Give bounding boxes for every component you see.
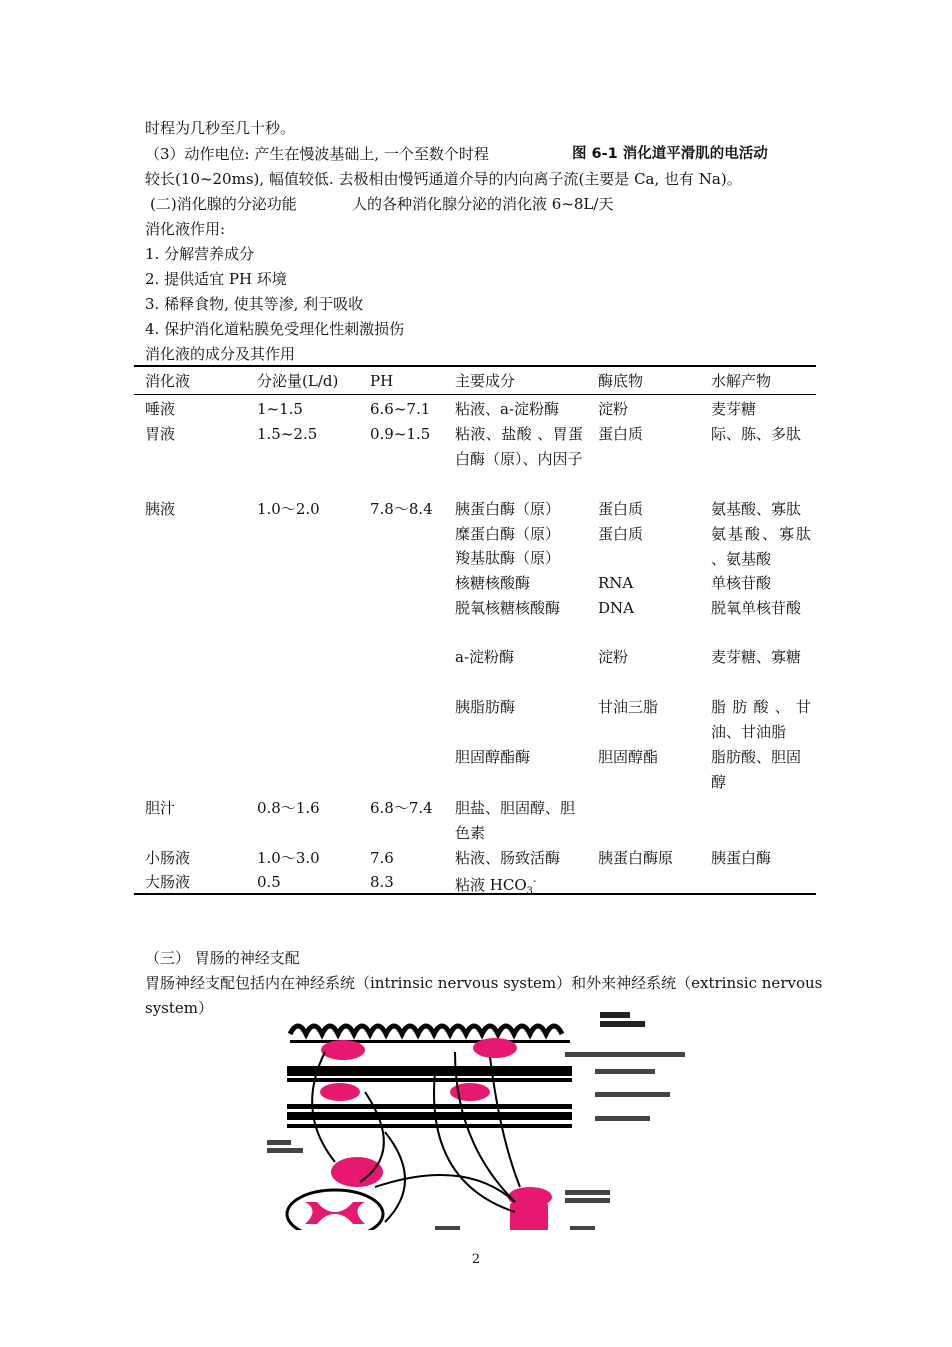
figure-caption: 图 6-1 消化道平滑肌的电活动 bbox=[572, 146, 768, 162]
table-cell: 脱氧核糖核酸酶 bbox=[455, 599, 561, 617]
table-cell: 胆盐、胆固醇、胆色素 bbox=[455, 799, 576, 842]
table-cell: 粘液、a-淀粉酶 bbox=[455, 400, 560, 418]
table-header-cell: 主要成分 bbox=[455, 372, 516, 390]
table-cell: 核糖核酸酶 bbox=[455, 574, 531, 592]
table-cell: 1~1.5 bbox=[257, 400, 303, 418]
table-cell: 脂肪酸、胆固醇 bbox=[711, 748, 802, 791]
table-cell: 6.6~7.1 bbox=[370, 400, 431, 418]
table-cell: a-淀粉酶 bbox=[455, 648, 515, 666]
table-cell: 6.8～7.4 bbox=[370, 799, 433, 817]
table-cell: 胃液 bbox=[145, 425, 176, 443]
table-cell: 胰脂肪酶 bbox=[455, 698, 516, 716]
table-header-cell: PH bbox=[370, 372, 394, 390]
table-cell: 蛋白质 bbox=[598, 425, 644, 443]
table-cell: 甘油三脂 bbox=[598, 698, 659, 716]
table-cell bbox=[455, 870, 585, 905]
table-cell: 淀粉 bbox=[598, 400, 629, 418]
table-cell: 粘液、盐酸 、胃蛋白酶（原）、内因子 bbox=[455, 425, 583, 468]
table-cell: 粘液、肠致活酶 bbox=[455, 849, 561, 867]
paragraph: 消化液作用: bbox=[145, 220, 226, 238]
paragraph: system） bbox=[145, 999, 213, 1017]
table-cell: 胆固醇酯 bbox=[598, 748, 659, 766]
table-cell: 1.0～2.0 bbox=[257, 500, 320, 518]
table-header-cell: 消化液 bbox=[145, 372, 191, 390]
table-cell: 小肠液 bbox=[145, 849, 191, 867]
superscript: - bbox=[533, 876, 537, 887]
list-item: 4. 保护消化道粘膜免受理化性刺激损伤 bbox=[145, 320, 405, 338]
table-cell: 胰蛋白酶原 bbox=[598, 849, 674, 867]
list-item: 3. 稀释食物, 使其等渗, 利于吸收 bbox=[145, 295, 364, 313]
table-cell: 脂肪酸、甘油、甘油脂 bbox=[711, 698, 811, 741]
table-cell: 胰蛋白酶（原） bbox=[455, 500, 561, 518]
enteric-nervous-system-diagram bbox=[265, 1012, 705, 1230]
table-cell: 8.3 bbox=[370, 873, 394, 891]
table-cell: 1.0～3.0 bbox=[257, 849, 320, 867]
table-cell: 大肠液 bbox=[145, 873, 191, 891]
table-header-rule bbox=[134, 394, 816, 395]
section-heading: (二)消化腺的分泌功能 bbox=[150, 195, 297, 213]
paragraph: 人的各种消化腺分泌的消化液 6~8L/天 bbox=[352, 195, 614, 213]
table-cell: 胰蛋白酶 bbox=[711, 849, 772, 867]
paragraph: 时程为几秒至几十秒。 bbox=[145, 119, 296, 137]
subscript: 3 bbox=[526, 886, 533, 897]
table-cell: 唾液 bbox=[145, 400, 176, 418]
table-cell: 际、胨、多肽 bbox=[711, 425, 802, 443]
table-top-rule bbox=[134, 365, 816, 367]
list-item: 2. 提供适宜 PH 环境 bbox=[145, 270, 287, 288]
table-cell: 氨基酸、寡肽 、氨基酸 bbox=[711, 525, 811, 568]
table-header-cell: 水解产物 bbox=[711, 372, 772, 390]
page-number: 2 bbox=[471, 1252, 481, 1267]
table-cell: 胆固醇酯酶 bbox=[455, 748, 531, 766]
table-cell: 麦芽糖 bbox=[711, 400, 757, 418]
table-cell: 羧基肽酶（原） bbox=[455, 549, 561, 567]
table-header-cell: 酶底物 bbox=[598, 372, 644, 390]
table-cell: 单核苷酸 bbox=[711, 574, 772, 592]
table-cell: 脱氧单核苷酸 bbox=[711, 599, 802, 617]
table-cell: 0.8～1.6 bbox=[257, 799, 320, 817]
list-item: 1. 分解营养成分 bbox=[145, 245, 255, 263]
table-header-cell: 分泌量(L/d) bbox=[257, 372, 339, 390]
table-cell: 胰液 bbox=[145, 500, 176, 518]
table-cell: 7.6 bbox=[370, 849, 394, 867]
table-cell: 蛋白质 bbox=[598, 500, 644, 518]
table-cell: 麦芽糖、寡糖 bbox=[711, 648, 802, 666]
table-cell: 胆汁 bbox=[145, 799, 176, 817]
table-cell: 氨基酸、寡肽 bbox=[711, 500, 802, 518]
table-title: 消化液的成分及其作用 bbox=[145, 345, 296, 363]
table-cell: 糜蛋白酶（原） bbox=[455, 525, 561, 543]
component-text: 粘液 HCO bbox=[455, 876, 527, 894]
table-cell: DNA bbox=[598, 599, 634, 617]
table-cell: 1.5~2.5 bbox=[257, 425, 318, 443]
paragraph: （3）动作电位: 产生在慢波基础上, 一个至数个时程 bbox=[145, 145, 489, 163]
table-cell: 0.9~1.5 bbox=[370, 425, 431, 443]
paragraph: 较长(10~20ms), 幅值较低. 去极相由慢钙通道介导的内向离子流(主要是 Ca, 也有 Na)。 bbox=[145, 170, 742, 188]
paragraph: 胃肠神经支配包括内在神经系统（intrinsic nervous system）和外来神经系统（extrinsic nervous bbox=[145, 974, 823, 992]
table-cell: 淀粉 bbox=[598, 648, 629, 666]
table-cell: 0.5 bbox=[257, 873, 281, 891]
table-cell: RNA bbox=[598, 574, 634, 592]
table-cell: 蛋白质 bbox=[598, 525, 644, 543]
section-heading: （三） 胃肠的神经支配 bbox=[145, 949, 300, 967]
table-cell: 7.8～8.4 bbox=[370, 500, 433, 518]
